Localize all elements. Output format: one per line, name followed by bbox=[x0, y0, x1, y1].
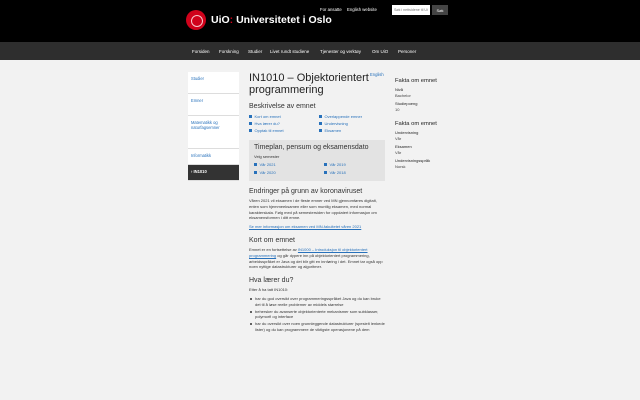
facts-title: Fakta om emnet bbox=[395, 78, 437, 84]
fact-value: 10 bbox=[395, 107, 400, 112]
top-header bbox=[0, 0, 640, 42]
hva-heading: Hva lærer du? bbox=[249, 277, 294, 285]
bullet-icon bbox=[254, 163, 257, 166]
list-item: behersker du avanserte objektorienterte mekanismer som subklasser, polymorfi og interface bbox=[249, 309, 385, 321]
desc-heading: Beskrivelse av emnet bbox=[249, 103, 316, 110]
for-ansatte-link[interactable]: For ansatte bbox=[320, 7, 342, 12]
corona-heading: Endringer på grunn av koronaviruset bbox=[249, 188, 363, 195]
bullet-icon bbox=[249, 122, 252, 125]
link-hva-laerer-du[interactable]: Hva lærer du? bbox=[249, 121, 319, 126]
bullet-icon bbox=[254, 171, 257, 174]
desc-links bbox=[249, 114, 385, 133]
fact-value: Vår bbox=[395, 150, 402, 155]
english-website-link[interactable]: English website bbox=[347, 7, 377, 12]
search-input[interactable] bbox=[392, 5, 430, 15]
uio-seal-icon bbox=[186, 10, 206, 30]
timeplan-box bbox=[249, 140, 385, 181]
uio-logo[interactable] bbox=[186, 10, 332, 30]
link-kort-om-emnet[interactable]: Kort om emnet bbox=[249, 114, 319, 119]
fact-label: Studiepoeng bbox=[395, 101, 418, 106]
fact-value: Norsk bbox=[395, 164, 406, 169]
kort-heading: Kort om emnet bbox=[249, 236, 295, 244]
semester-var-2019[interactable]: Vår 2019 bbox=[324, 162, 384, 167]
nav-personer[interactable]: Personer bbox=[398, 49, 417, 54]
sidebar bbox=[188, 72, 239, 181]
nav-forskning[interactable]: Forskning bbox=[219, 49, 239, 54]
fact-label: Undervisning bbox=[395, 130, 419, 135]
learning-outcomes bbox=[249, 296, 385, 333]
fact-value: Vår bbox=[395, 136, 402, 141]
bullet-icon bbox=[319, 129, 322, 132]
nav-studier[interactable]: Studier bbox=[248, 49, 263, 54]
logo-text: UiO: Universitetet i Oslo bbox=[211, 14, 332, 26]
link-overlappende-emner[interactable]: Overlappende emner bbox=[319, 114, 385, 119]
link-eksamen[interactable]: Eksamen bbox=[319, 128, 385, 133]
nav-forsiden[interactable]: Forsiden bbox=[192, 49, 210, 54]
sidebar-item-label: IN1010 bbox=[193, 169, 207, 174]
main-navigation bbox=[0, 42, 640, 60]
timeplan-heading: Timeplan, pensum og eksamensdato bbox=[254, 144, 369, 151]
sidebar-item-in1010[interactable]: › IN1010 bbox=[188, 165, 239, 181]
main-content bbox=[249, 72, 385, 334]
bullet-icon bbox=[319, 115, 322, 118]
sidebar-item-emner[interactable]: Emner bbox=[188, 94, 239, 116]
corona-info-link[interactable]: Se mer informasjon om eksamen ved MN-fakultetet våren 2021 bbox=[249, 224, 362, 230]
semester-var-2018[interactable]: Vår 2018 bbox=[324, 170, 384, 175]
bullet-icon bbox=[249, 115, 252, 118]
nav-om-uio[interactable]: Om UiO bbox=[372, 49, 389, 54]
corona-text: Våren 2021 vil eksamen i de fleste emner ved MN gjennomføres digitalt, enten som hjemmeeksamen eller som muntlig eksamen, med normal karakterskala. Følg med på semestersiden for oppdatert informasjon om eksamensformen i ditt emne. bbox=[249, 198, 377, 221]
semester-list bbox=[254, 162, 380, 175]
hva-intro: Etter å ha tatt IN1010: bbox=[249, 287, 289, 293]
bullet-icon bbox=[319, 122, 322, 125]
english-link[interactable]: English bbox=[370, 72, 384, 77]
nav-livet-rundt-studiene[interactable]: Livet rundt studiene bbox=[270, 49, 310, 54]
list-item: har du oversikt over noen grunnleggende datastrukturer (spesielt lenkede lister) og du kan programmere de viktigste operasjonene på dem bbox=[249, 321, 385, 333]
facts-title-2: Fakta om emnet bbox=[395, 121, 437, 127]
sidebar-item-informatikk[interactable]: Informatikk bbox=[188, 149, 239, 165]
fact-label: Undervisningsspråk bbox=[395, 158, 431, 163]
sidebar-item-studier[interactable]: Studier bbox=[188, 72, 239, 94]
page-title: IN1010 – Objektorientert programmering bbox=[249, 72, 369, 96]
nav-tjenester-og-verktoy[interactable]: Tjenester og verktøy bbox=[320, 49, 362, 54]
bullet-icon bbox=[324, 163, 327, 166]
list-item: har du god oversikt over programmeringsspråket Java og du kan bruke det til å løse reelle problemer av middels størrelse bbox=[249, 296, 385, 308]
facts-panel bbox=[395, 78, 455, 169]
search-button[interactable]: Søk bbox=[432, 5, 448, 15]
semester-var-2021[interactable]: Vår 2021 bbox=[254, 162, 324, 167]
semester-var-2020[interactable]: Vår 2020 bbox=[254, 170, 324, 175]
fact-label: Nivå bbox=[395, 87, 404, 92]
link-opptak[interactable]: Opptak til emnet bbox=[249, 128, 319, 133]
semester-label: Velg semester bbox=[254, 154, 280, 159]
in1000-link[interactable]: IN1000 – Introduksjon til objektorientert programmering bbox=[249, 246, 368, 258]
link-undervisning[interactable]: Undervisning bbox=[319, 121, 385, 126]
fact-label: Eksamen bbox=[395, 144, 412, 149]
fact-value: Bachelor bbox=[395, 93, 411, 98]
bullet-icon bbox=[249, 129, 252, 132]
kort-text: Emnet er en fortsettelse av IN1000 – Introduksjon til objektorientert programmering og går dypere inn på objektorientert programmering, arbeidsspråket er Java og det blir gitt en innføring i det. Emnet tar også opp noen nyttige datastrukturer og algoritmer. bbox=[249, 246, 383, 270]
bullet-icon bbox=[324, 171, 327, 174]
sidebar-item-matematikk[interactable]: Matematikk og naturfagsemner bbox=[188, 116, 239, 149]
